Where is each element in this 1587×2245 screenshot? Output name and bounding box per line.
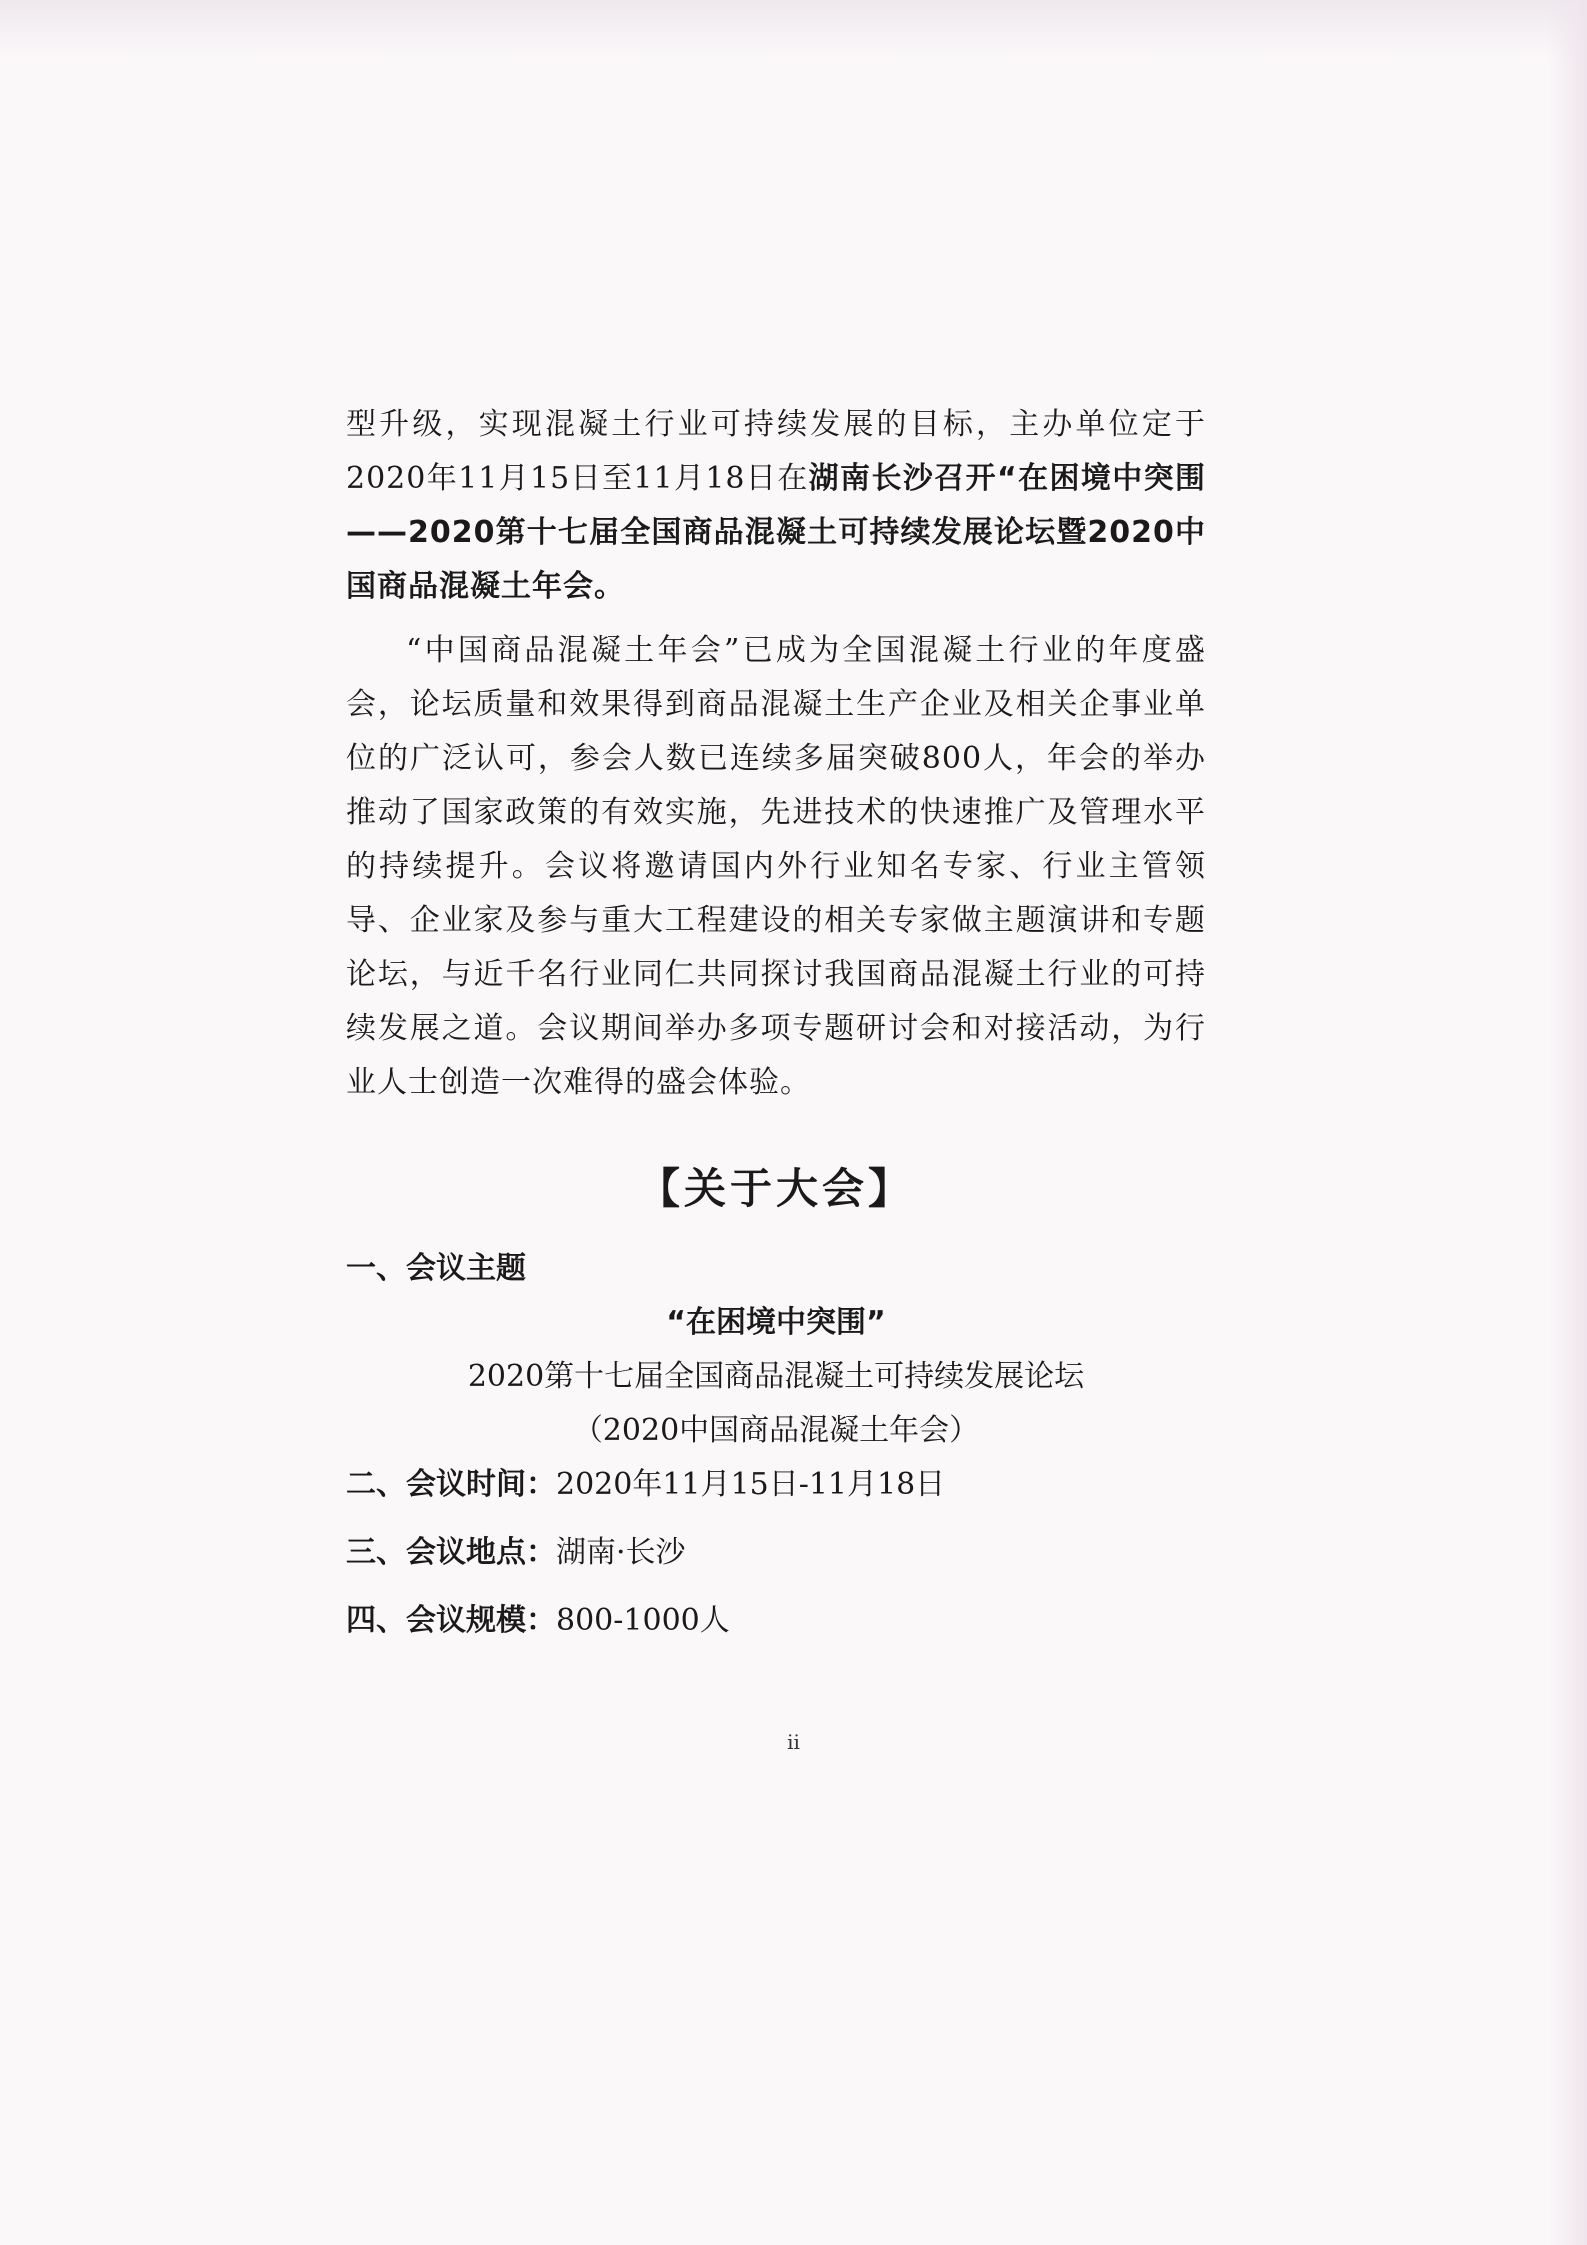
meeting-location-value: 湖南·长沙 — [556, 1535, 686, 1570]
meeting-scale-value: 800-1000人 — [556, 1603, 730, 1638]
theme-forum-name: 2020第十七届全国商品混凝土可持续发展论坛 — [467, 1359, 1085, 1394]
theme-heading — [346, 1242, 1206, 1296]
scan-shadow-right — [1547, 0, 1587, 2245]
page-number: ii — [787, 1730, 800, 1754]
meeting-time-value: 2020年11月15日-11月18日 — [556, 1467, 946, 1502]
theme-label: 一、会议主题 — [346, 1251, 526, 1286]
intro-paragraph-1-text: 型升级，实现混凝土行业可持续发展的目标，主办单位定于2020年11月15日至11月18日在 — [346, 407, 1206, 496]
intro-paragraph-1-bold-text: 湖南长沙召开“在困境中突围——2020第十七届全国商品混凝土可持续发展论坛暨2020中国商品混凝土年会。 — [346, 461, 1207, 604]
meeting-location — [346, 1526, 1206, 1580]
section-title: 【关于大会】 — [637, 1164, 914, 1213]
theme-slogan — [346, 1296, 1206, 1350]
meeting-scale — [346, 1594, 1206, 1648]
theme-slogan-text: “在困境中突围” — [666, 1305, 886, 1340]
theme-annual-meeting: （2020中国商品混凝土年会） — [572, 1413, 980, 1448]
meeting-time — [346, 1458, 1206, 1512]
document-body — [346, 398, 1206, 1648]
scan-shadow-top — [0, 0, 1587, 60]
intro-paragraph-2: “中国商品混凝土年会”已成为全国混凝土行业的年度盛会，论坛质量和效果得到商品混凝土生产企业及相关企事业单位的广泛认可，参会人数已连续多届突破800人，年会的举办推动了国家政策的有效实施，先进技术的快速推广及管理水平的持续提升。会议将邀请国内外行业知名专家、行业主管领导、企业家及参与重大工程建设的相关专家做主题演讲和专题论坛，与近千名行业同仁共同探讨我国商品混凝土行业的可持续发展之道。会议期间举办多项专题研讨会和对接活动，为行业人士创造一次难得的盛会体验。 — [346, 633, 1206, 1100]
meeting-time-label: 二、会议时间： — [346, 1467, 556, 1502]
meeting-scale-label: 四、会议规模： — [346, 1603, 556, 1638]
intro-paragraph-1 — [346, 398, 1206, 614]
meeting-location-label: 三、会议地点： — [346, 1535, 556, 1570]
